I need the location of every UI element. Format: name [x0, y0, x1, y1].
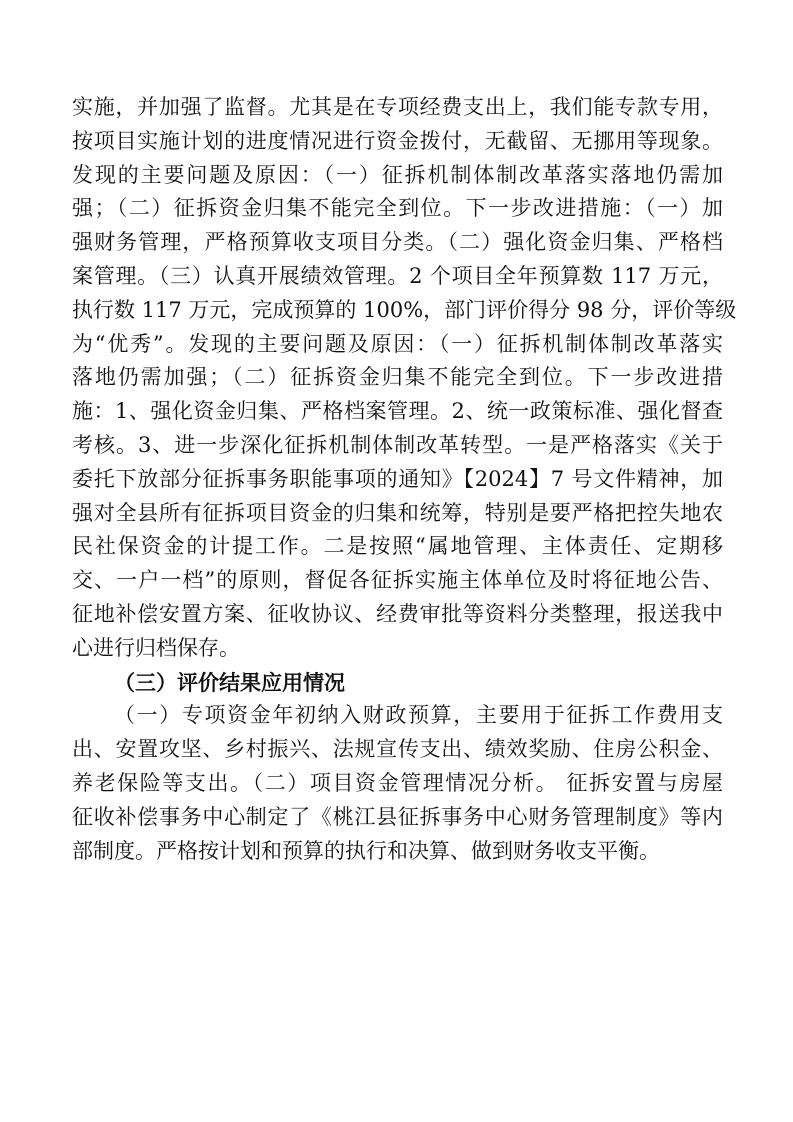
paragraph-line: 为“优秀”。发现的主要问题及原因：（一）征拆机制体制改革落实	[72, 331, 723, 356]
paragraph-line: 执行数 117 万元，完成预算的 100%，部门评价得分 98 分，评价等级	[72, 297, 737, 322]
paragraph-line: 委托下放部分征拆事务职能事项的通知》【2024】7 号文件精神，加	[72, 466, 723, 491]
paragraph-line: 征收补偿事务中心制定了《桃江县征拆事务中心财务管理制度》等内	[72, 804, 723, 829]
paragraph-line: 按项目实施计划的进度情况进行资金拨付，无截留、无挪用等现象。	[72, 128, 723, 153]
paragraph-line: 强；（二）征拆资金归集不能完全到位。下一步改进措施：（一）加	[72, 196, 723, 221]
paragraph-line: 养老保险等支出。（二）项目资金管理情况分析。 征拆安置与房屋	[72, 770, 723, 795]
paragraph-line: 民社保资金的计提工作。二是按照“属地管理、主体责任、定期移	[72, 534, 723, 559]
paragraph-line: 心进行归档保存。	[72, 635, 240, 660]
paragraph-line: 施：1、强化资金归集、严格档案管理。2、统一政策标准、强化督查	[72, 399, 723, 424]
paragraph-line: （一）专项资金年初纳入财政预算，主要用于征拆工作费用支	[114, 703, 723, 728]
paragraph-line: 部制度。严格按计划和预算的执行和决算、做到财务收支平衡。	[72, 838, 660, 863]
section-heading: （三）评价结果应用情况	[114, 669, 345, 695]
paragraph-line: 强财务管理，严格预算收支项目分类。（二）强化资金归集、严格档	[72, 230, 723, 255]
paragraph-line: 发现的主要问题及原因：（一）征拆机制体制改革落实落地仍需加	[72, 162, 723, 187]
paragraph-line: 案管理。（三）认真开展绩效管理。2 个项目全年预算数 117 万元，	[72, 263, 723, 288]
paragraph-line: 落地仍需加强；（二）征拆资金归集不能完全到位。下一步改进措	[72, 365, 723, 390]
document-body	[72, 91, 737, 868]
paragraph-line: 实施，并加强了监督。尤其是在专项经费支出上，我们能专款专用，	[72, 95, 723, 119]
paragraph-line: 出、安置攻坚、乡村振兴、法规宣传支出、绩效奖励、住房公积金、	[72, 737, 723, 762]
paragraph-line: 交、一户一档”的原则，督促各征拆实施主体单位及时将征地公告、	[72, 568, 723, 593]
paragraph-line: 强对全县所有征拆项目资金的归集和统筹，特别是要严格把控失地农	[72, 500, 723, 525]
paragraph-line: 征地补偿安置方案、征收协议、经费审批等资料分类整理，报送我中	[72, 601, 723, 626]
paragraph-line: 考核。3、进一步深化征拆机制体制改革转型。一是严格落实《关于	[72, 432, 723, 457]
